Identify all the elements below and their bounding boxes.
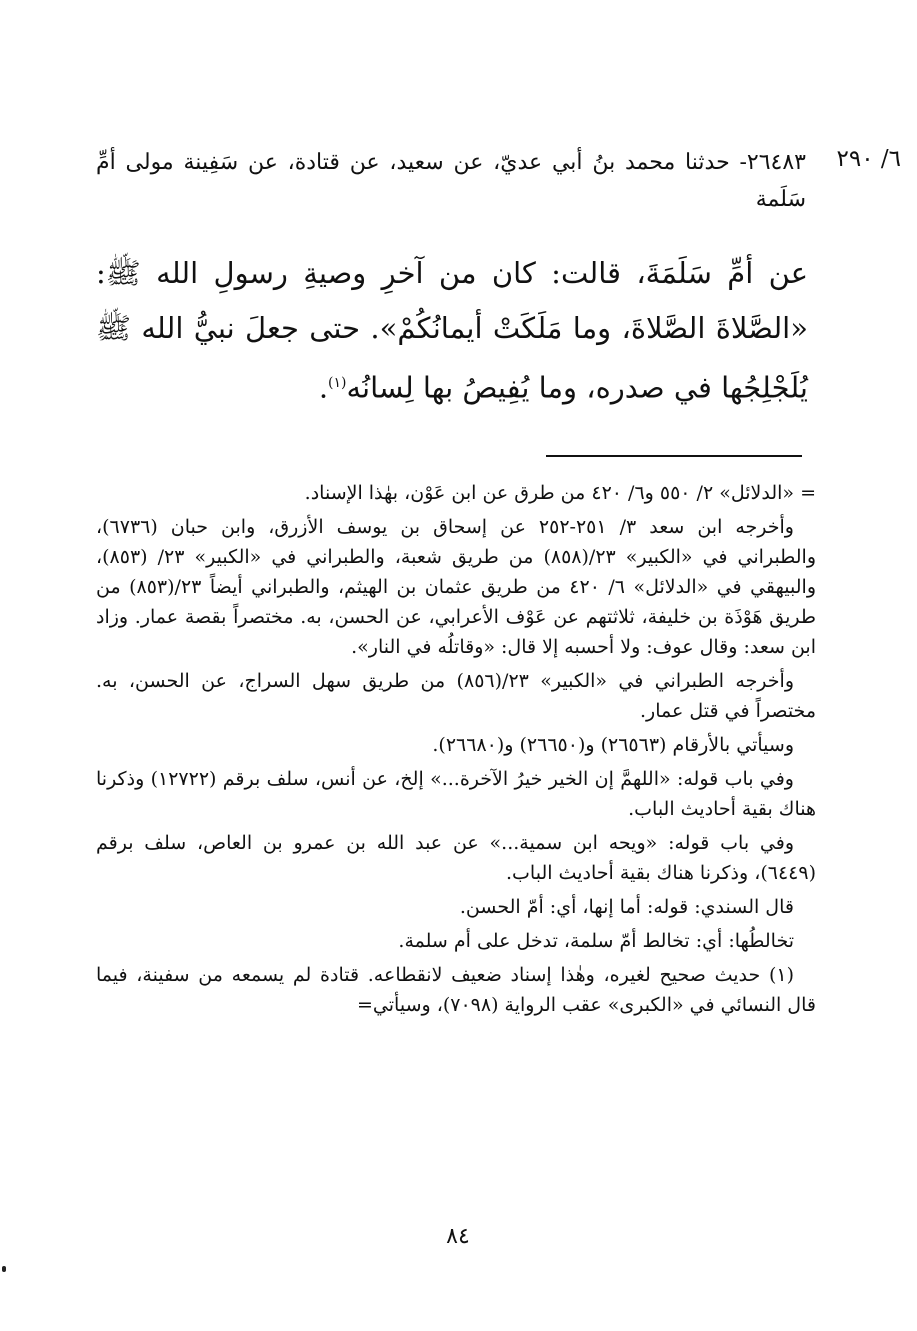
hadith-body-end: . [318,370,329,405]
hadith-matn [96,246,808,416]
footnote-separator [546,455,802,457]
footnote-paragraph: (١) حديث صحيح لغيره، وهٰذا إسناد ضعيف لانقطاعه. قتادة لم يسمعه من سفينة، فيما قال النسائي في «الكبرى» عقب الرواية (٧٠٩٨)، وسيأتي= [96,964,816,1016]
hadith-isnad [96,144,806,218]
footnote-paragraph: وأخرجه ابن سعد ٣/ ٢٥١-٢٥٢ عن إسحاق بن يوسف الأزرق، وابن حبان (٦٧٣٦)، والطبراني في «الكبير» ٢٣/(٨٥٨) من طريق شعبة، والطبراني في «الكبير» ٢٣/ (٨٥٣)، والبيهقي في «الدلائل» ٦/ ٤٢٠ من طريق عثمان بن الهيثم، والطبراني أيضاً ٢٣/(٨٥٣) من طريق هَوْذَة بن خليفة، ثلاثتهم عن عَوْف الأعرابي، عن الحسن، به. مختصراً بقصة عمار. وزاد ابن سعد: وقال عوف: ولا أحسبه إلا قال: «وقاتلُه في النار». [96,516,817,658]
footnote-paragraph: = «الدلائل» ٢/ ٥٥٠ و٦/ ٤٢٠ من طرق عن ابن عَوْن، بهٰذا الإسناد. [304,482,816,504]
hadith-body-text: عن أمِّ سَلَمَةَ، قالت: كان من آخرِ وصيةِ رسولِ الله ﷺ: «الصَّلاةَ الصَّلاةَ، وما مَلَكَتْ أيمانُكُمْ». حتى جعلَ نبيُّ الله ﷺ يُلَجْلِجُها في صدره، وما يُفِيصُ بها لِسانُه [96,256,808,405]
footnote-paragraph: وفي باب قوله: «ويحه ابن سمية...» عن عبد الله بن عمرو بن العاص، سلف برقم (٦٤٤٩)، وذكرنا هناك بقية أحاديث الباب. [96,832,816,884]
footnote-paragraph: قال السندي: قوله: أما إنها، أي: أمّ الحسن. [459,896,794,918]
footnote-paragraph: وفي باب قوله: «اللهمَّ إن الخير خيرُ الآخرة...» إلخ، عن أنس، سلف برقم (١٢٧٢٢) وذكرنا هناك بقية أحاديث الباب. [96,768,816,820]
footnote-paragraph: وسيأتي بالأرقام (٢٦٥٦٣) و(٢٦٦٥٠) و(٢٦٦٨٠). [432,734,794,756]
footnote-paragraph: تخالطُها: أي: تخالط أمّ سلمة، تدخل على أم سلمة. [398,930,794,952]
page-number: ٨٤ [446,1224,470,1249]
footnote-marker: (١) [328,375,347,391]
scan-speck [2,1266,6,1272]
hadith-body-paragraph [96,246,808,416]
footnotes [96,478,816,1024]
volume-page-reference: ٦/ ٢٩٠ [836,146,901,172]
hadith-header-text: ٢٦٤٨٣- حدثنا محمد بنُ أبي عديّ، عن سعيد، عن قتادة، عن سَفِينة مولى أمِّ سَلَمة [96,150,806,212]
footnote-paragraph: وأخرجه الطبراني في «الكبير» ٢٣/(٨٥٦) من طريق سهل السراج، عن الحسن، به. مختصراً في قتل عمار. [96,670,816,722]
